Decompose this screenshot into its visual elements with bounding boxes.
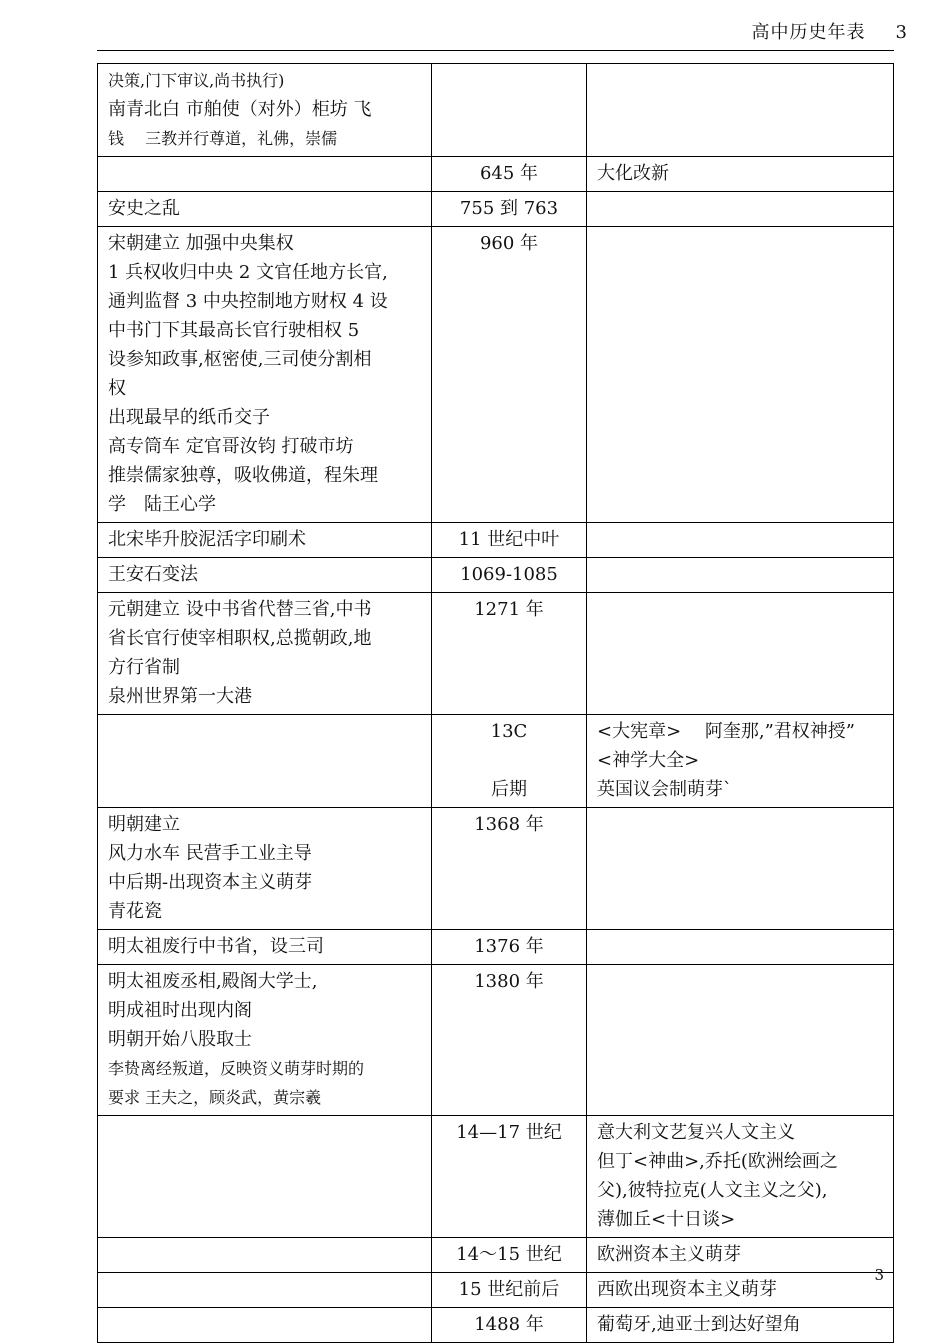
header-rule xyxy=(97,50,894,51)
date-cell xyxy=(432,157,587,192)
cell-line: 泉州世界第一大港 xyxy=(108,686,252,707)
world-event-cell xyxy=(587,192,894,227)
cell-line: 王安石变法 xyxy=(108,564,198,585)
cell-line: 755 到 763 xyxy=(459,198,559,219)
cell-line: 英国议会制萌芽` xyxy=(597,779,732,800)
cell-line: 李贽离经叛道，反映资义萌芽时期的 xyxy=(108,1059,365,1078)
cell-line: 风力水车 民营手工业主导 xyxy=(108,843,312,864)
event-cell xyxy=(98,1116,432,1238)
table-row xyxy=(98,808,894,930)
world-event-cell xyxy=(587,64,894,157)
cell-line: 1069-1085 xyxy=(460,564,558,585)
cell-line: 中书门下其最高长官行驶相权 5 xyxy=(108,320,360,341)
world-event-cell xyxy=(587,808,894,930)
table-row xyxy=(98,930,894,965)
cell-line: 1 兵权收归中央 2 文官任地方长官, xyxy=(108,262,388,283)
date-cell xyxy=(432,965,587,1116)
cell-line: 1488 年 xyxy=(474,1314,544,1335)
event-cell xyxy=(98,192,432,227)
date-cell xyxy=(432,930,587,965)
cell-line: 南青北白 市舶使（对外）柜坊 飞 xyxy=(108,99,372,120)
cell-line: 决策,门下审议,尚书执行) xyxy=(108,71,285,90)
table-row xyxy=(98,1273,894,1308)
cell-line: <大宪章> 阿奎那,”君权神授” xyxy=(597,721,856,742)
cell-line: 要求 王夫之，顾炎武，黄宗羲 xyxy=(108,1088,322,1107)
timeline-body xyxy=(98,64,894,1343)
event-cell xyxy=(98,1273,432,1308)
cell-line: 钱 三教并行尊道，礼佛，崇儒 xyxy=(108,129,338,148)
cell-line: 推崇儒家独尊，吸收佛道，程朱理 xyxy=(108,465,378,486)
date-cell xyxy=(432,192,587,227)
event-cell xyxy=(98,558,432,593)
world-event-cell xyxy=(587,1273,894,1308)
header-page-number: 3 xyxy=(895,22,908,43)
cell-line: 出现最早的纸币交子 xyxy=(108,407,270,428)
cell-line: 后期 xyxy=(491,779,527,800)
date-cell xyxy=(432,715,587,808)
cell-line: 西欧出现资本主义萌芽 xyxy=(597,1279,777,1300)
cell-line: 13C xyxy=(490,721,528,742)
footer-page-number: 3 xyxy=(874,1266,884,1284)
table-row xyxy=(98,1308,894,1343)
cell-line: 宋朝建立 加强中央集权 xyxy=(108,233,294,254)
world-event-cell xyxy=(587,1308,894,1343)
event-cell xyxy=(98,1308,432,1343)
cell-line: 明朝建立 xyxy=(108,814,180,835)
date-cell xyxy=(432,1116,587,1238)
world-event-cell xyxy=(587,593,894,715)
header-title: 高中历史年表 xyxy=(751,22,866,43)
cell-line: 高专筒车 定官哥汝钧 打破市坊 xyxy=(108,436,354,457)
cell-line: 1271 年 xyxy=(474,599,544,620)
event-cell xyxy=(98,930,432,965)
date-cell xyxy=(432,593,587,715)
event-cell xyxy=(98,157,432,192)
world-event-cell xyxy=(587,1238,894,1273)
date-cell xyxy=(432,1238,587,1273)
cell-line: 青花瓷 xyxy=(108,901,162,922)
world-event-cell xyxy=(587,930,894,965)
date-cell xyxy=(432,1308,587,1343)
cell-line: 1376 年 xyxy=(474,936,544,957)
table-row xyxy=(98,157,894,192)
table-row xyxy=(98,558,894,593)
cell-line: 葡萄牙,迪亚士到达好望角 xyxy=(597,1314,801,1335)
cell-line: 学 陆王心学 xyxy=(108,494,216,515)
cell-line: 14—17 世纪 xyxy=(456,1122,562,1143)
cell-line: 省长官行使宰相职权,总揽朝政,地 xyxy=(108,628,372,649)
history-timeline-table xyxy=(97,63,894,1343)
event-cell xyxy=(98,593,432,715)
cell-line: 大化改新 xyxy=(597,163,669,184)
event-cell xyxy=(98,965,432,1116)
cell-line: 明太祖废行中书省，设三司 xyxy=(108,936,324,957)
cell-line: 明朝开始八股取士 xyxy=(108,1029,252,1050)
event-cell xyxy=(98,715,432,808)
event-cell xyxy=(98,227,432,523)
cell-line: 父),彼特拉克(人文主义之父), xyxy=(597,1180,828,1201)
date-cell xyxy=(432,558,587,593)
table-row xyxy=(98,1116,894,1238)
date-cell xyxy=(432,227,587,523)
world-event-cell xyxy=(587,1116,894,1238)
table-row xyxy=(98,523,894,558)
cell-line: 960 年 xyxy=(479,233,539,254)
cell-line: <神学大全> xyxy=(597,750,700,771)
world-event-cell xyxy=(587,558,894,593)
date-cell xyxy=(432,64,587,157)
world-event-cell xyxy=(587,965,894,1116)
cell-line: 11 世纪中叶 xyxy=(458,529,560,550)
cell-line: 14～15 世纪 xyxy=(456,1244,562,1265)
event-cell xyxy=(98,523,432,558)
table-row xyxy=(98,64,894,157)
cell-line: 明太祖废丞相,殿阁大学士, xyxy=(108,971,318,992)
cell-line: 但丁<神曲>,乔托(欧洲绘画之 xyxy=(597,1151,838,1172)
table-row xyxy=(98,227,894,523)
cell-line: 薄伽丘<十日谈> xyxy=(597,1209,736,1230)
date-cell xyxy=(432,523,587,558)
cell-line: 中后期-出现资本主义萌芽 xyxy=(108,872,313,893)
world-event-cell xyxy=(587,157,894,192)
cell-line: 北宋毕升胶泥活字印刷术 xyxy=(108,529,306,550)
cell-line: 意大利文艺复兴人文主义 xyxy=(597,1122,795,1143)
cell-line: 明成祖时出现内阁 xyxy=(108,1000,252,1021)
cell-line: 方行省制 xyxy=(108,657,180,678)
cell-line xyxy=(442,746,576,775)
cell-line: 元朝建立 设中书省代替三省,中书 xyxy=(108,599,372,620)
table-row xyxy=(98,715,894,808)
world-event-cell xyxy=(587,523,894,558)
event-cell xyxy=(98,808,432,930)
cell-line: 欧洲资本主义萌芽 xyxy=(597,1244,741,1265)
table-row xyxy=(98,593,894,715)
cell-line: 1380 年 xyxy=(474,971,544,992)
cell-line: 通判监督 3 中央控制地方财权 4 设 xyxy=(108,291,388,312)
cell-line: 15 世纪前后 xyxy=(458,1279,560,1300)
cell-line: 设参知政事,枢密使,三司使分割相 xyxy=(108,349,372,370)
date-cell xyxy=(432,1273,587,1308)
cell-line: 1368 年 xyxy=(474,814,544,835)
world-event-cell xyxy=(587,715,894,808)
event-cell xyxy=(98,64,432,157)
table-row xyxy=(98,1238,894,1273)
cell-line: 645 年 xyxy=(479,163,539,184)
table-row xyxy=(98,192,894,227)
event-cell xyxy=(98,1238,432,1273)
cell-line: 权 xyxy=(108,378,126,399)
date-cell xyxy=(432,808,587,930)
page-header xyxy=(752,18,908,44)
cell-line: 安史之乱 xyxy=(108,198,180,219)
table-row xyxy=(98,965,894,1116)
world-event-cell xyxy=(587,227,894,523)
